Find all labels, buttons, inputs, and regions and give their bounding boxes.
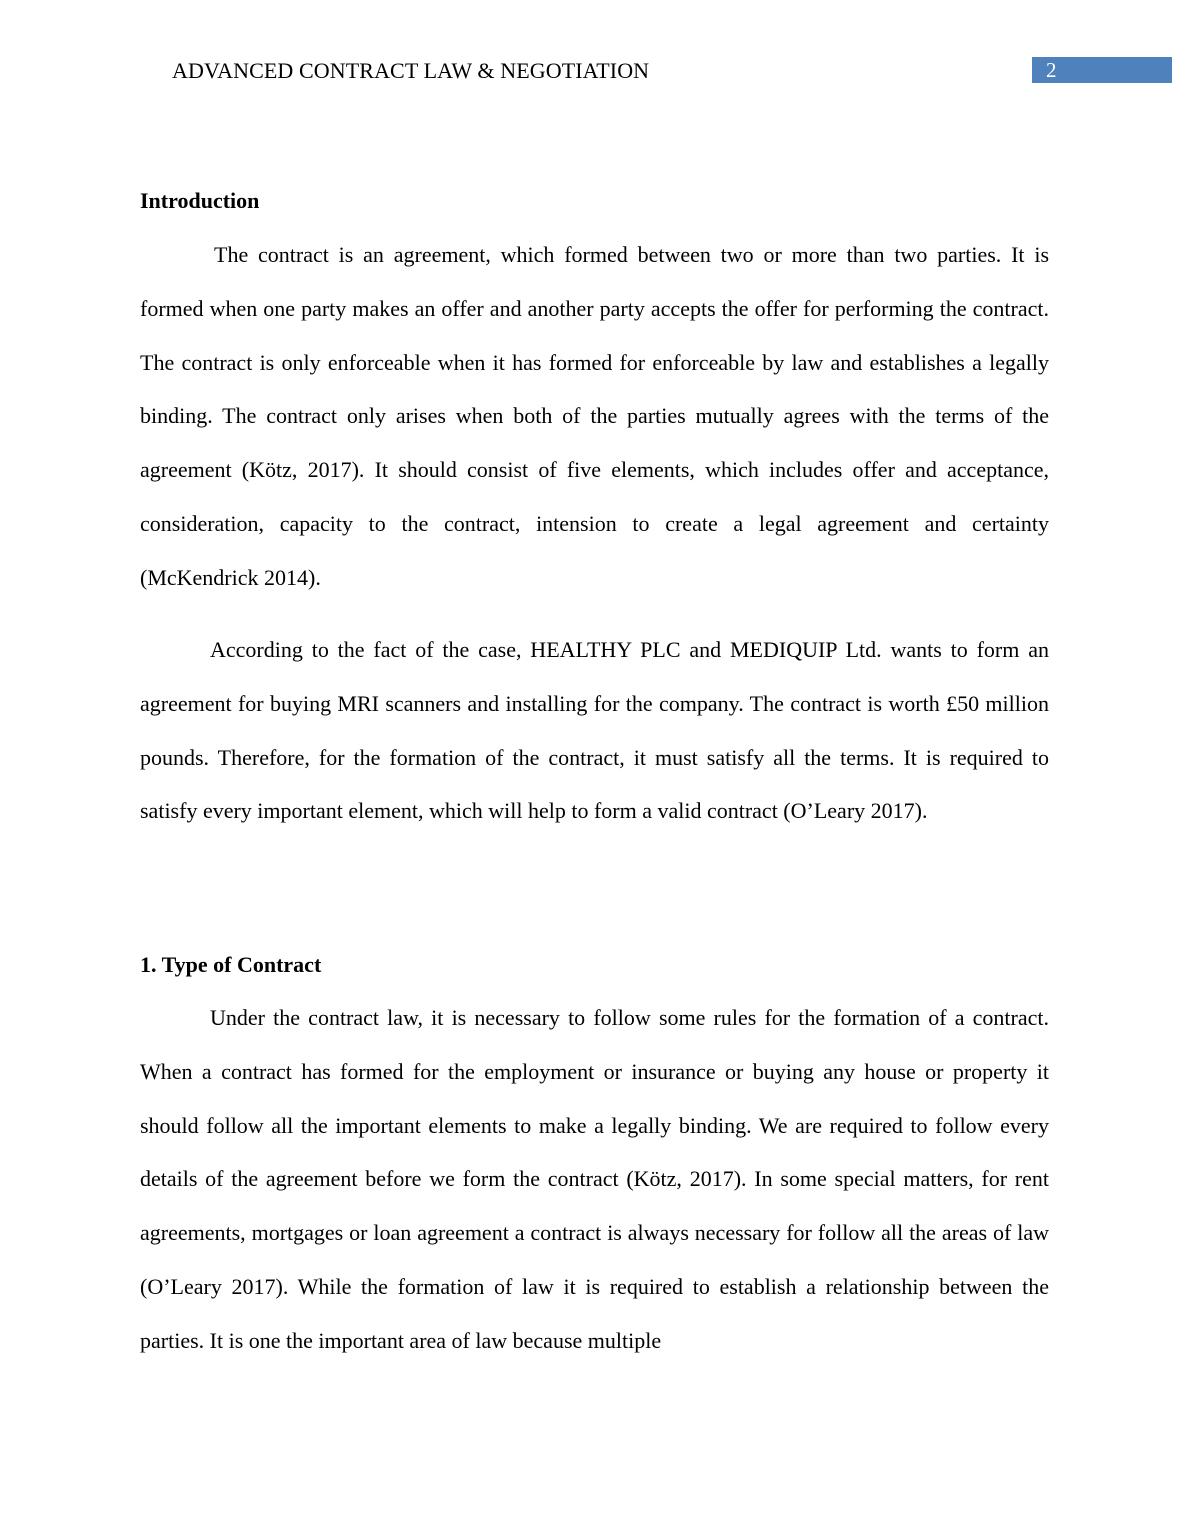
paragraph-introduction-1: The contract is an agreement, which formed between two or more than two parties. It is formed when one party makes an offer and another party accepts the offer for performing the contract. The contract is only enforceable when it has formed for enforceable by law and establishes a legally binding. The contract only arises when both of the parties mutually agrees with the terms of the agreement (Kötz, 2017). It should consist of five elements, which includes offer and acceptance, consideration, capacity to the contract, intension to create a legal agreement and certainty (McKendrick 2014). xyxy=(140,242,1049,590)
running-head: ADVANCED CONTRACT LAW & NEGOTIATION xyxy=(172,58,650,83)
section-heading-type-of-contract: 1. Type of Contract xyxy=(140,952,322,977)
paragraph-type-of-contract-1: Under the contract law, it is necessary to follow some rules for the formation of a contract. When a contract has formed for the employment or insurance or buying any house or property it should follow all the important elements to make a legally binding. We are required to follow every details of the agreement before we form the contract (Kötz, 2017). In some special matters, for rent agreements, mortgages or loan agreement a contract is always necessary for follow all the areas of law (O’Leary 2017). While the formation of law it is required to establish a relationship between the parties. It is one the important area of law because multiple xyxy=(140,1005,1049,1353)
paragraph-introduction-2: According to the fact of the case, HEALTHY PLC and MEDIQUIP Ltd. wants to form an agreement for buying MRI scanners and installing for the company. The contract is worth £50 million pounds. Therefore, for the formation of the contract, it must satisfy all the terms. It is required to satisfy every important element, which will help to form a valid contract (O’Leary 2017). xyxy=(140,637,1049,824)
page-number-box xyxy=(1032,57,1172,83)
page-number: 2 xyxy=(1046,58,1057,82)
section-heading-introduction: Introduction xyxy=(140,188,260,213)
